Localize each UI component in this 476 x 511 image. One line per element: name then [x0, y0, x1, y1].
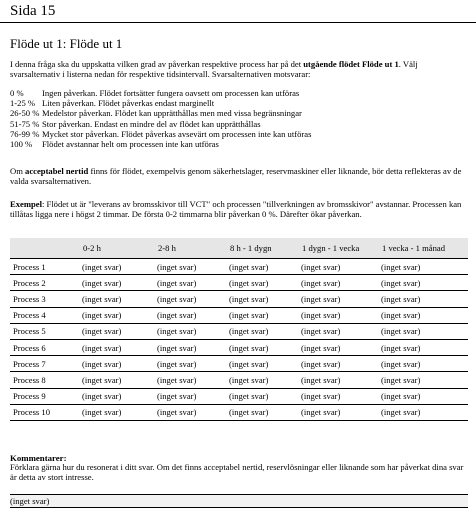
answer-select[interactable]: (inget svar): [227, 388, 299, 404]
answer-select[interactable]: (inget svar): [80, 291, 155, 307]
column-header: 8 h - 1 dygn: [230, 243, 272, 253]
scale-percent: 100 %: [10, 139, 33, 150]
answer-select[interactable]: (inget svar): [227, 372, 299, 388]
section-title: Flöde ut 1: Flöde ut 1: [10, 36, 123, 51]
table-row: [10, 339, 468, 355]
scale-item: [10, 88, 311, 98]
answer-select[interactable]: (inget svar): [80, 259, 155, 275]
answer-select[interactable]: (inget svar): [299, 404, 379, 420]
row-label: Process 8: [10, 372, 80, 388]
column-header: 0-2 h: [83, 243, 101, 253]
scale-description: Liten påverkan. Flödet påverkas endast marginellt: [42, 98, 215, 109]
row-label: Process 10: [10, 404, 80, 420]
answer-select[interactable]: (inget svar): [80, 323, 155, 339]
answer-select[interactable]: (inget svar): [299, 356, 379, 372]
answer-select[interactable]: (inget svar): [379, 259, 468, 275]
answer-select[interactable]: (inget svar): [227, 307, 299, 323]
answer-select[interactable]: (inget svar): [155, 388, 227, 404]
answer-select[interactable]: (inget svar): [80, 404, 155, 420]
answer-select[interactable]: (inget svar): [80, 388, 155, 404]
scale-description: Medelstor påverkan. Flödet kan upprätthållas men med vissa begränsningar: [42, 108, 302, 119]
answer-select[interactable]: (inget svar): [379, 388, 468, 404]
answer-select[interactable]: (inget svar): [379, 372, 468, 388]
scale-item: [10, 119, 311, 129]
example-text: : Flödet ut är "leverans av bromsskivor till VCT" och processen "tillverkningen av bromsskivor" avstannar. Processen kan tillåtas ligga nere i högst 2 timmar. De första 0-2 timmarna blir påverkan 0 %. Därefter ökar påverkan.: [10, 199, 462, 219]
nertid-pre: Om: [10, 166, 23, 176]
answer-select[interactable]: (inget svar): [155, 307, 227, 323]
answer-select[interactable]: (inget svar): [227, 404, 299, 420]
scale-list: [10, 88, 311, 149]
intro-bold-flow: utgående flödet Flöde ut 1: [303, 59, 399, 69]
answer-select[interactable]: (inget svar): [299, 388, 379, 404]
answer-select[interactable]: (inget svar): [155, 259, 227, 275]
answer-select[interactable]: (inget svar): [227, 339, 299, 355]
answer-select[interactable]: (inget svar): [227, 323, 299, 339]
page-header: [0, 0, 476, 23]
table-row: [10, 307, 468, 323]
scale-description: Flödet avstannar helt om processen inte kan utföras: [42, 139, 219, 150]
intro-text: I denna fråga ska du uppskatta vilken grad av påverkan respektive process har på det: [10, 59, 302, 69]
answer-select[interactable]: (inget svar): [80, 339, 155, 355]
answer-select[interactable]: (inget svar): [299, 339, 379, 355]
answer-select[interactable]: (inget svar): [379, 291, 468, 307]
answer-select[interactable]: (inget svar): [299, 307, 379, 323]
table-header-row: [10, 238, 468, 259]
answer-select[interactable]: (inget svar): [155, 339, 227, 355]
comment-title: Kommentarer:: [10, 453, 67, 463]
scale-description: Mycket stor påverkan. Flödet påverkas avsevärt om processen inte kan utföras: [42, 128, 312, 139]
column-header: 1 dygn - 1 vecka: [302, 243, 360, 253]
row-label: Process 6: [10, 339, 80, 355]
process-table-wrap: [10, 238, 468, 421]
table-row: [10, 388, 468, 404]
row-label: Process 1: [10, 259, 80, 275]
answer-select[interactable]: (inget svar): [379, 323, 468, 339]
answer-select[interactable]: (inget svar): [379, 339, 468, 355]
answer-select[interactable]: (inget svar): [299, 291, 379, 307]
column-header: 2-8 h: [158, 243, 176, 253]
intro-text-end: . Välj svarsalternativ i listerna nedan för respektive tidsintervall. Svarsalternativen motsvarar:: [10, 59, 418, 79]
answer-select[interactable]: (inget svar): [155, 372, 227, 388]
answer-select[interactable]: (inget svar): [155, 291, 227, 307]
scale-percent: 26-50 %: [10, 108, 40, 119]
scale-item: [10, 129, 311, 139]
answer-select[interactable]: (inget svar): [80, 275, 155, 291]
answer-select[interactable]: (inget svar): [379, 356, 468, 372]
comment-answer-value: (inget svar): [10, 496, 50, 506]
scale-percent: 1-25 %: [10, 98, 36, 109]
answer-select[interactable]: (inget svar): [80, 307, 155, 323]
table-row: [10, 372, 468, 388]
intro-paragraph: [10, 59, 468, 79]
answer-select[interactable]: (inget svar): [227, 259, 299, 275]
answer-select[interactable]: (inget svar): [227, 356, 299, 372]
answer-select[interactable]: (inget svar): [155, 275, 227, 291]
answer-select[interactable]: (inget svar): [379, 275, 468, 291]
answer-select[interactable]: (inget svar): [80, 372, 155, 388]
table-row: [10, 323, 468, 339]
answer-select[interactable]: (inget svar): [80, 356, 155, 372]
row-label: Process 5: [10, 323, 80, 339]
row-label: Process 4: [10, 307, 80, 323]
nertid-bold: acceptabel nertid: [25, 166, 89, 176]
example-label: Exempel: [10, 199, 42, 209]
nertid-paragraph: [10, 166, 468, 186]
scale-description: Ingen påverkan. Flödet fortsätter fungera oavsett om processen kan utföras: [42, 88, 300, 98]
answer-select[interactable]: (inget svar): [227, 275, 299, 291]
answer-select[interactable]: (inget svar): [155, 356, 227, 372]
answer-select[interactable]: (inget svar): [155, 323, 227, 339]
row-label: Process 3: [10, 291, 80, 307]
row-label: Process 9: [10, 388, 80, 404]
nertid-post: finns för flödet, exempelvis genom säkerhetslager, reservmaskiner eller liknande, bör detta reflekteras av de valda svarsalternativen.: [10, 166, 462, 186]
answer-select[interactable]: (inget svar): [299, 275, 379, 291]
answer-select[interactable]: (inget svar): [299, 323, 379, 339]
answer-select[interactable]: (inget svar): [299, 372, 379, 388]
scale-item: [10, 139, 311, 149]
scale-item: [10, 108, 311, 118]
scale-percent: 76-99 %: [10, 128, 40, 139]
scale-item: [10, 98, 311, 108]
table-row: [10, 356, 468, 372]
column-header: 1 vecka - 1 månad: [382, 243, 445, 253]
header-corner: [10, 238, 80, 259]
scale-description: Stor påverkan. Endast en mindre del av flödet kan upprätthållas: [42, 118, 261, 129]
process-table: [10, 238, 468, 421]
table-row: [10, 259, 468, 275]
scale-percent: 51-75 %: [10, 118, 40, 129]
scale-percent: 0 %: [10, 88, 24, 98]
comment-answer-field[interactable]: [10, 494, 468, 508]
answer-select[interactable]: (inget svar): [227, 291, 299, 307]
page-label: Sida 15: [10, 3, 56, 19]
table-row: [10, 275, 468, 291]
row-label: Process 7: [10, 356, 80, 372]
answer-select[interactable]: (inget svar): [379, 307, 468, 323]
answer-select[interactable]: (inget svar): [299, 259, 379, 275]
row-label: Process 2: [10, 275, 80, 291]
answer-select[interactable]: (inget svar): [379, 404, 468, 420]
comment-text: Förklara gärna hur du resonerat i ditt svar. Om det finns acceptabel nertid, reservlösningar eller liknande som har påverkat dina svar är detta av stort intresse.: [10, 462, 464, 482]
answer-select[interactable]: (inget svar): [155, 404, 227, 420]
table-row: [10, 404, 468, 420]
example-paragraph: [10, 199, 468, 219]
table-row: [10, 291, 468, 307]
